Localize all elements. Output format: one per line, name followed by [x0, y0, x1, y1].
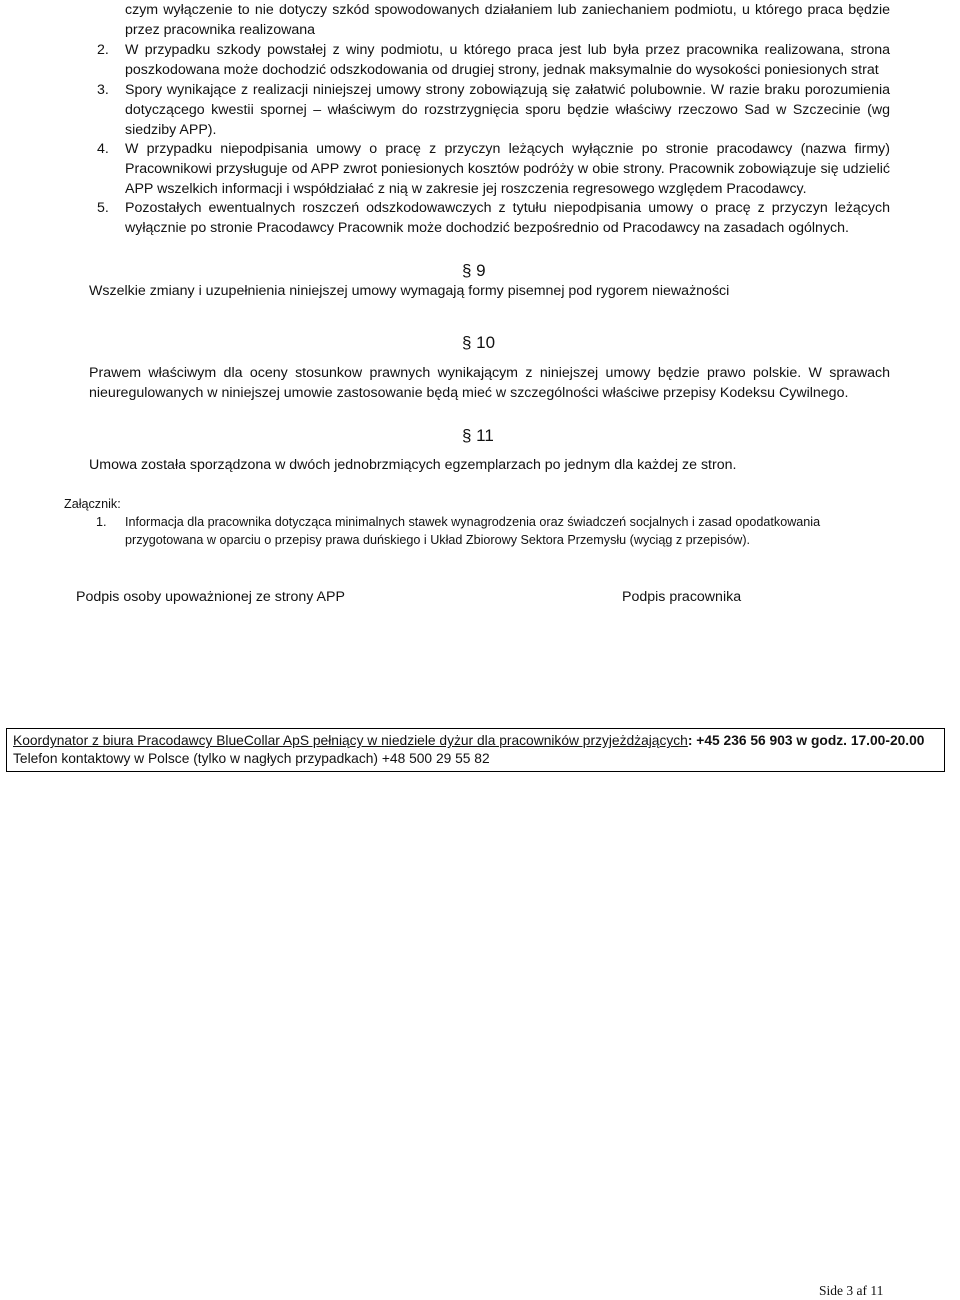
- paragraph-5-line-1: Pozostałych ewentualnych roszczeń odszkodowawczych z tytułu niepodpisania umowy o pracę z przyczyn leżących: [125, 200, 890, 216]
- paragraph-1-line-1: czym wyłączenie to nie dotyczy szkód spowodowanych działaniem lub zaniechaniem podmiotu, u którego praca będzie: [125, 2, 890, 18]
- attachment-line-2: przygotowana w oparciu o przepisy prawa duńskiego i Układ Zbiorowy Sektora Przemysłu (wyciąg z przepisów).: [125, 533, 751, 547]
- section-10-line-1: Prawem właściwym dla oceny stosunkow prawnych wynikającym z niniejszej umowy będzie prawo polskie. W sprawach: [89, 365, 890, 381]
- section-10-line-2: nieuregulowanych w niniejszej umowie zastosowanie będą mieć w szczególności właściwe przepisy Kodeksu Cywilnego.: [89, 385, 849, 401]
- signature-app-label: Podpis osoby upoważnionej ze strony APP: [76, 589, 345, 605]
- paragraph-3-line-1: Spory wynikające z realizacji niniejszej umowy strony zobowiązują się załatwić polubownie. W razie braku porozumienia: [125, 82, 890, 98]
- paragraph-2-line-1: W przypadku szkody powstałej z winy podmiotu, u którego praca jest lub była przez pracownika realizowana, strona: [125, 42, 890, 58]
- section-11-heading: § 11: [462, 426, 494, 445]
- paragraph-2-line-2: poszkodowana może dochodzić odszkodowania od drugiej strony, jednak maksymalnie do wysokości poniesionych strat: [125, 62, 879, 78]
- paragraph-5-line-2: wyłącznie po stronie Pracodawcy Pracownik może dochodzić bezpośrednio od Pracodawcy na zasadach ogólnych.: [125, 220, 849, 236]
- coordinator-label: Koordynator z biura Pracodawcy BlueCollar ApS pełniący w niedziele dyżur dla pracowników przyjeżdżających: [13, 733, 688, 748]
- paragraph-4-number: 4.: [97, 141, 109, 157]
- attachment-number: 1.: [96, 515, 107, 529]
- contact-box: [6, 728, 945, 772]
- paragraph-4-line-2: Pracownikowi przysługuje od APP zwrot poniesionych kosztów podróży w obie strony. Pracownik zobowiązuje się udzielić: [125, 161, 890, 177]
- section-9-text: Wszelkie zmiany i uzupełnienia niniejszej umowy wymagają formy pisemnej pod rygorem nieważności: [89, 283, 730, 299]
- paragraph-2-number: 2.: [97, 42, 109, 58]
- paragraph-4-line-1: W przypadku niepodpisania umowy o pracę z przyczyn leżących wyłącznie po stronie pracodawcy (nazwa firmy): [125, 141, 890, 157]
- page-number: Side 3 af 11: [819, 1283, 884, 1298]
- signature-employee-label: Podpis pracownika: [622, 589, 742, 605]
- paragraph-4-line-3: APP wszelkich informacji i współdziałać z nią w zakresie jej roszczenia regresowego względem Pracodawcy.: [125, 181, 807, 197]
- attachment-label: Załącznik:: [64, 497, 121, 511]
- attachment-line-1: Informacja dla pracownika dotycząca minimalnych stawek wynagrodzenia oraz świadczeń socjalnych i zasad opodatkowania: [125, 515, 821, 529]
- section-11-text: Umowa została sporządzona w dwóch jednobrzmiących egzemplarzach po jednym dla każdej ze stron.: [89, 457, 737, 473]
- paragraph-3-number: 3.: [97, 82, 109, 98]
- section-9-heading: § 9: [462, 261, 486, 280]
- paragraph-3-line-2: dotyczącego kwestii spornej – właściwym do rozstrzygnięcia sporu będzie właściwy rzeczowo Sad w Szczecinie (wg: [125, 102, 890, 118]
- paragraph-1-line-2: przez pracownika realizowana: [125, 22, 316, 38]
- paragraph-3-line-3: siedziby APP).: [125, 122, 217, 138]
- coordinator-phone: : +45 236 56 903 w godz. 17.00-20.00: [687, 733, 925, 748]
- section-10-heading: § 10: [462, 333, 496, 352]
- poland-phone-line: Telefon kontaktowy w Polsce (tylko w nagłych przypadkach) +48 500 29 55 82: [13, 751, 490, 766]
- coordinator-line: [13, 732, 924, 750]
- paragraph-5-number: 5.: [97, 200, 109, 216]
